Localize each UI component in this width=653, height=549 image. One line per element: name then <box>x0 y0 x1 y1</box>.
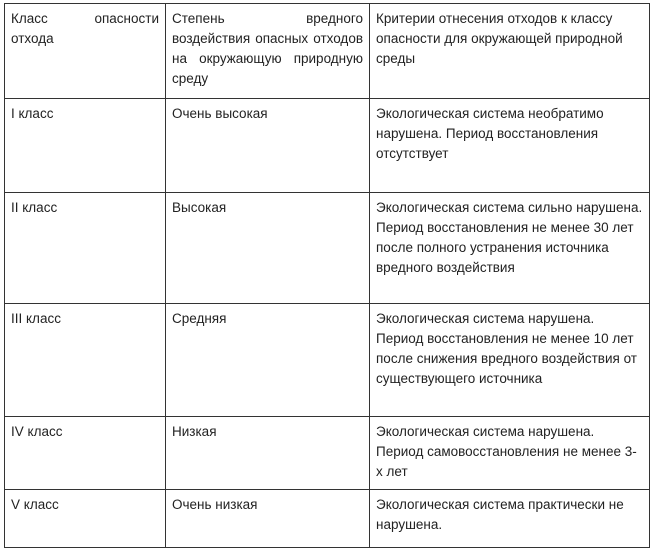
cell-impact-degree: Низкая <box>166 417 370 490</box>
cell-impact-degree: Высокая <box>166 193 370 304</box>
cell-criteria: Экологическая система сильно нарушена. Период восстановления не менее 30 лет после полного устранения источника вредного воздействия <box>370 193 650 304</box>
cell-criteria: Экологическая система практически не нарушена. <box>370 490 650 548</box>
header-classification-criteria: Критерии отнесения отходов к классу опасности для окружающей природной среды <box>370 4 650 99</box>
table-row <box>5 193 650 304</box>
hazard-class-table <box>4 3 650 548</box>
hazard-class-table-wrapper <box>4 3 650 548</box>
cell-impact-degree: Очень высокая <box>166 99 370 193</box>
cell-criteria: Экологическая система нарушена. Период самовосстановления не менее 3-х лет <box>370 417 650 490</box>
cell-hazard-class: III класс <box>5 304 166 417</box>
table-header-row <box>5 4 650 99</box>
cell-hazard-class: I класс <box>5 99 166 193</box>
header-hazard-class: Класс опасности отхода <box>5 4 166 99</box>
cell-hazard-class: II класс <box>5 193 166 304</box>
table-row <box>5 417 650 490</box>
header-impact-degree: Степень вредного воздействия опасных отходов на окружающую природную среду <box>166 4 370 99</box>
cell-criteria: Экологическая система необратимо нарушена. Период восстановления отсутствует <box>370 99 650 193</box>
table-row <box>5 304 650 417</box>
table-row <box>5 99 650 193</box>
cell-criteria: Экологическая система нарушена. Период восстановления не менее 10 лет после снижения вредного воздействия от существующего источника <box>370 304 650 417</box>
cell-hazard-class: V класс <box>5 490 166 548</box>
cell-hazard-class: IV класс <box>5 417 166 490</box>
cell-impact-degree: Средняя <box>166 304 370 417</box>
table-row <box>5 490 650 548</box>
cell-impact-degree: Очень низкая <box>166 490 370 548</box>
